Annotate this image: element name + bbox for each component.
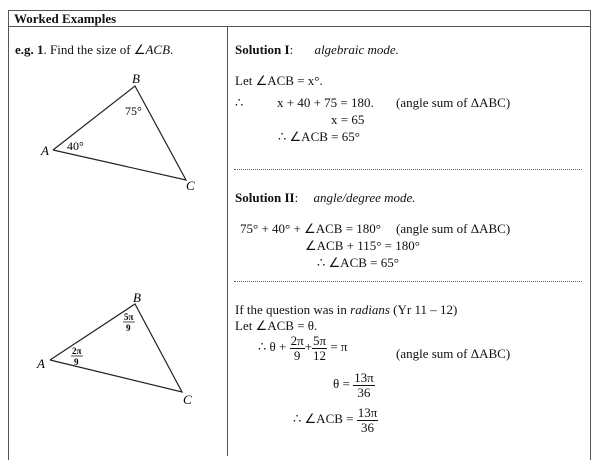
angle-b-denominator: 9 bbox=[126, 323, 131, 333]
question-angle: ACB bbox=[145, 42, 171, 57]
radians-conclusion bbox=[293, 406, 378, 434]
fraction bbox=[353, 371, 375, 399]
intro-emphasis: radians bbox=[350, 302, 390, 317]
radians-equation-2 bbox=[333, 371, 375, 399]
question-text bbox=[15, 42, 173, 58]
numerator: 5π bbox=[313, 333, 327, 348]
solution-1-title: Solution I bbox=[235, 42, 290, 57]
solution-2-equation: 75° + 40° + ∠ACB = 180° bbox=[240, 221, 381, 236]
radians-equation-1 bbox=[258, 334, 348, 362]
vertex-a-label: A bbox=[41, 143, 49, 158]
fraction bbox=[290, 334, 305, 362]
column-divider bbox=[227, 26, 228, 456]
angle-a-label: 40° bbox=[67, 139, 84, 153]
eq3-prefix: ∴ ∠ACB = bbox=[293, 411, 354, 427]
solution-2-reason: (angle sum of ΔABC) bbox=[396, 221, 511, 236]
table-title: Worked Examples bbox=[14, 11, 117, 26]
colon: : bbox=[289, 42, 294, 57]
question-end: . bbox=[170, 42, 174, 57]
solution-2-title: Solution II bbox=[235, 190, 295, 205]
solution-1-result: x = 65 bbox=[331, 112, 365, 127]
radians-let: Let ∠ACB = θ. bbox=[235, 318, 318, 333]
separator-dotted bbox=[234, 169, 582, 170]
vertex-b-label: B bbox=[133, 290, 141, 305]
solution-2-step: ∠ACB + 115° = 180° bbox=[305, 238, 420, 253]
denominator: 9 bbox=[293, 347, 301, 363]
solution-1-conclusion: ∴ ∠ACB = 65° bbox=[278, 129, 360, 144]
angle-a-numerator: 2π bbox=[72, 346, 82, 356]
radians-intro bbox=[235, 302, 457, 318]
colon: : bbox=[294, 190, 299, 205]
plus-sign: + bbox=[304, 339, 313, 355]
fraction bbox=[357, 406, 379, 434]
intro-text: If the question was in bbox=[235, 302, 351, 317]
question-body: . Find the size of ∠ bbox=[43, 42, 146, 57]
solution-1-mode: algebraic mode. bbox=[314, 42, 399, 57]
angle-a-denominator: 9 bbox=[74, 357, 79, 367]
solution-1-equation: x + 40 + 75 = 180. bbox=[277, 95, 374, 110]
solution-1-heading bbox=[235, 42, 399, 58]
radians-reason: (angle sum of ΔABC) bbox=[396, 346, 511, 361]
vertex-a-label: A bbox=[37, 356, 45, 371]
eq1-prefix: ∴ θ + bbox=[258, 339, 287, 355]
solution-1-reason: (angle sum of ΔABC) bbox=[396, 95, 511, 110]
numerator: 13π bbox=[354, 370, 374, 385]
triangle-diagram-radians bbox=[20, 280, 226, 410]
denominator: 12 bbox=[313, 347, 327, 363]
table-header bbox=[8, 10, 591, 27]
example-label: e.g. 1 bbox=[15, 42, 44, 57]
solution-2-heading bbox=[235, 190, 416, 206]
vertex-c-label: C bbox=[183, 392, 192, 407]
eq1-suffix: = π bbox=[330, 339, 348, 355]
triangle-diagram-degrees bbox=[0, 70, 226, 200]
numerator: 13π bbox=[357, 405, 378, 420]
vertex-c-label: C bbox=[186, 178, 195, 193]
therefore-symbol: ∴ bbox=[235, 95, 244, 110]
solution-2-conclusion: ∴ ∠ACB = 65° bbox=[317, 255, 399, 270]
fraction bbox=[312, 334, 327, 362]
angle-b-label: 75° bbox=[125, 104, 142, 118]
solution-1-line-let: Let ∠ACB = x°. bbox=[235, 73, 323, 88]
eq2-prefix: θ = bbox=[333, 376, 350, 392]
denominator: 36 bbox=[361, 419, 375, 435]
vertex-b-label: B bbox=[132, 71, 140, 86]
angle-b-numerator: 5π bbox=[124, 312, 134, 322]
intro-year: (Yr 11 – 12) bbox=[389, 302, 458, 317]
numerator: 2π bbox=[290, 333, 304, 348]
solution-2-mode: angle/degree mode. bbox=[313, 190, 416, 205]
denominator: 36 bbox=[357, 384, 371, 400]
separator-dotted bbox=[234, 281, 582, 282]
